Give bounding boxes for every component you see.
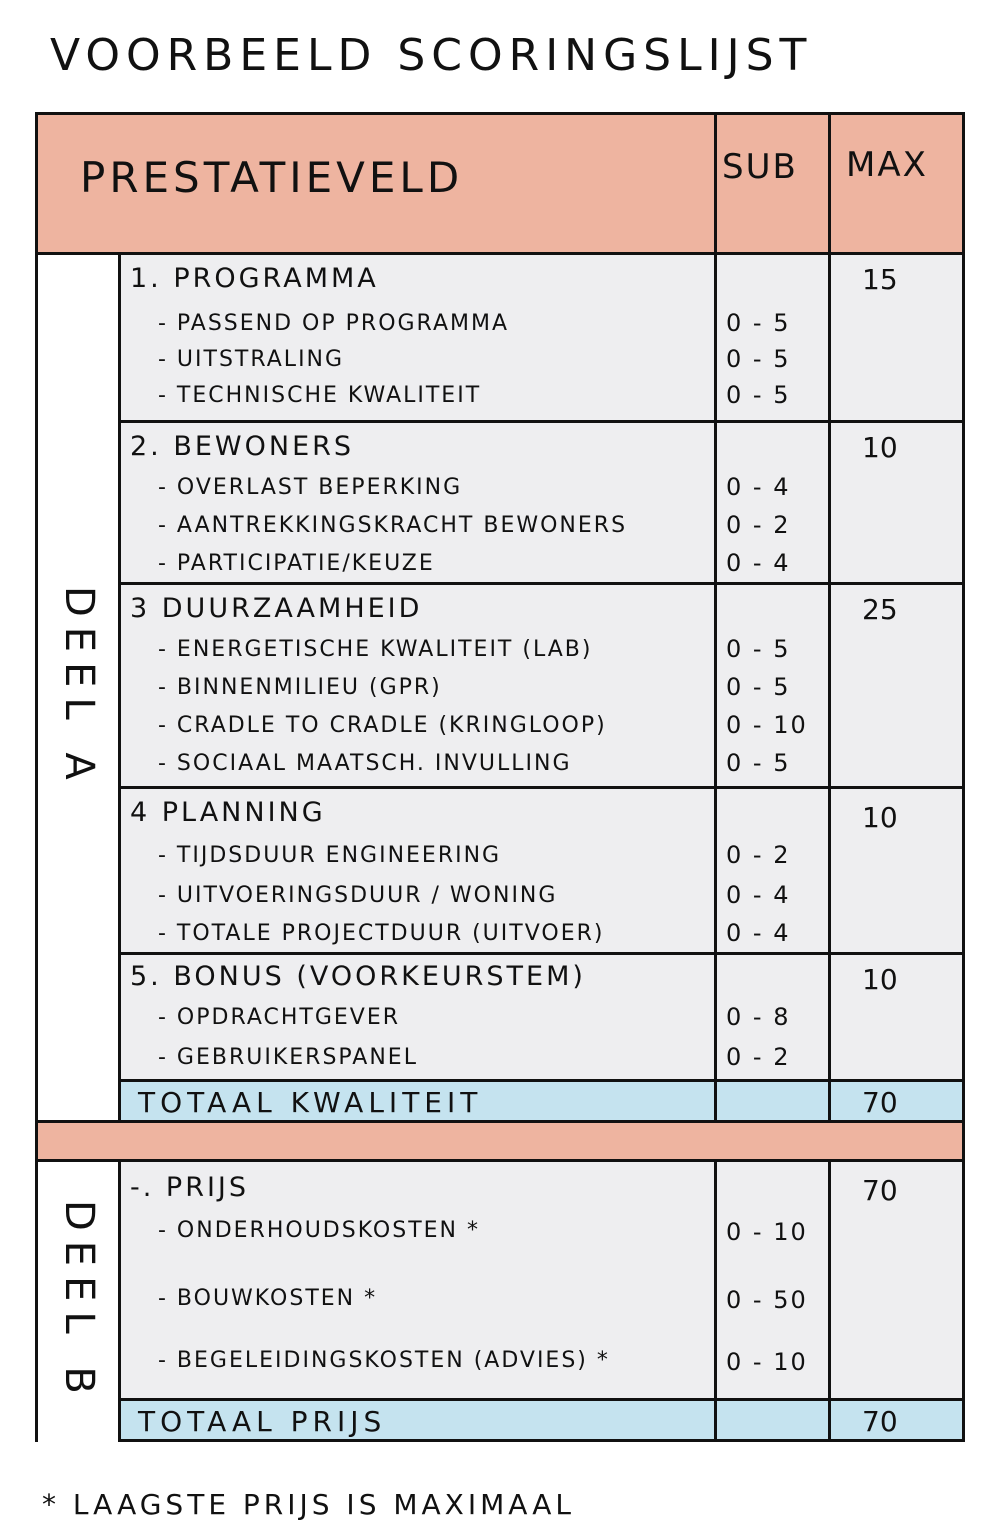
section-title: 4 PLANNING xyxy=(130,797,326,828)
sub-value: 0 - 5 xyxy=(726,749,791,777)
section-max: 10 xyxy=(862,801,898,834)
sub-value: 0 - 5 xyxy=(726,635,791,663)
list-item: - GEBRUIKERSPANEL xyxy=(158,1045,418,1070)
header-max: MAX xyxy=(846,145,928,185)
section-max: 15 xyxy=(862,263,898,296)
section-title: 5. BONUS (VOORKEURSTEM) xyxy=(130,961,586,992)
list-item: - ONDERHOUDSKOSTEN * xyxy=(158,1218,480,1243)
section-duurzaamheid xyxy=(120,585,962,789)
sub-value: 0 - 10 xyxy=(726,1348,808,1376)
total-prijs-label: TOTAAL PRIJS xyxy=(138,1405,387,1438)
list-item: - OVERLAST BEPERKING xyxy=(158,475,463,500)
sub-value: 0 - 5 xyxy=(726,345,791,373)
list-item: - BOUWKOSTEN * xyxy=(158,1286,378,1311)
header-prestatieveld: PRESTATIEVELD xyxy=(80,153,464,202)
list-item: - SOCIAAL MAATSCH. INVULLING xyxy=(158,751,572,776)
section-programma xyxy=(120,255,962,423)
sub-value: 0 - 2 xyxy=(726,1043,791,1071)
list-item: - PARTICIPATIE/KEUZE xyxy=(158,551,435,576)
list-item: - CRADLE TO CRADLE (KRINGLOOP) xyxy=(158,713,607,738)
total-kwaliteit-label: TOTAAL KWALITEIT xyxy=(138,1086,483,1119)
sub-value: 0 - 5 xyxy=(726,381,791,409)
sub-value: 0 - 10 xyxy=(726,711,808,739)
total-kwaliteit-value: 70 xyxy=(862,1086,898,1119)
list-item: - UITVOERINGSDUUR / WONING xyxy=(158,883,558,908)
grid-line xyxy=(828,1162,831,1442)
sub-value: 0 - 4 xyxy=(726,473,791,501)
section-title: 1. PROGRAMMA xyxy=(130,263,379,294)
section-bewoners xyxy=(120,423,962,585)
sub-value: 0 - 5 xyxy=(726,309,791,337)
table-header xyxy=(38,112,962,255)
scoring-table xyxy=(35,112,965,1442)
grid-line xyxy=(714,112,717,1120)
total-kwaliteit-row xyxy=(120,1079,962,1120)
sub-value: 0 - 2 xyxy=(726,841,791,869)
list-item: - ENERGETISCHE KWALITEIT (LAB) xyxy=(158,637,593,662)
sub-value: 0 - 4 xyxy=(726,549,791,577)
list-item: - BEGELEIDINGSKOSTEN (ADVIES) * xyxy=(158,1348,610,1373)
sub-value: 0 - 50 xyxy=(726,1286,808,1314)
page-title: VOORBEELD SCORINGSLIJST xyxy=(50,30,813,81)
list-item: - UITSTRALING xyxy=(158,347,345,372)
section-max: 10 xyxy=(862,431,898,464)
header-sub: SUB xyxy=(722,147,798,187)
list-item: - PASSEND OP PROGRAMMA xyxy=(158,311,510,336)
sub-value: 0 - 4 xyxy=(726,919,791,947)
section-max: 70 xyxy=(862,1174,898,1207)
grid-line xyxy=(118,1162,121,1442)
deel-a-side xyxy=(38,255,120,1120)
list-item: - OPDRACHTGEVER xyxy=(158,1005,401,1030)
deel-a-label: DEEL A xyxy=(56,585,102,790)
footnote: * LAAGSTE PRIJS IS MAXIMAAL xyxy=(42,1488,575,1521)
deel-b-side xyxy=(38,1162,120,1442)
list-item: - TECHNISCHE KWALITEIT xyxy=(158,383,482,408)
section-planning xyxy=(120,789,962,955)
list-item: - TOTALE PROJECTDUUR (UITVOER) xyxy=(158,921,605,946)
grid-line xyxy=(118,255,121,1120)
grid-line xyxy=(828,112,831,1120)
list-item: - AANTREKKINGSKRACHT BEWONERS xyxy=(158,513,628,538)
grid-line xyxy=(714,1162,717,1442)
section-bonus xyxy=(120,955,962,1079)
section-title: 2. BEWONERS xyxy=(130,431,355,462)
sub-value: 0 - 8 xyxy=(726,1003,791,1031)
section-title: -. PRIJS xyxy=(130,1172,250,1203)
section-prijs xyxy=(120,1162,962,1398)
sub-value: 0 - 2 xyxy=(726,511,791,539)
total-prijs-row xyxy=(120,1398,962,1442)
section-divider xyxy=(38,1120,962,1162)
section-title: 3 DUURZAAMHEID xyxy=(130,593,423,624)
sub-value: 0 - 10 xyxy=(726,1218,808,1246)
sub-value: 0 - 4 xyxy=(726,881,791,909)
total-prijs-value: 70 xyxy=(862,1405,898,1438)
section-max: 10 xyxy=(862,963,898,996)
list-item: - BINNENMILIEU (GPR) xyxy=(158,675,442,700)
deel-b-label: DEEL B xyxy=(56,1200,102,1404)
section-max: 25 xyxy=(862,593,898,626)
list-item: - TIJDSDUUR ENGINEERING xyxy=(158,843,502,868)
sub-value: 0 - 5 xyxy=(726,673,791,701)
